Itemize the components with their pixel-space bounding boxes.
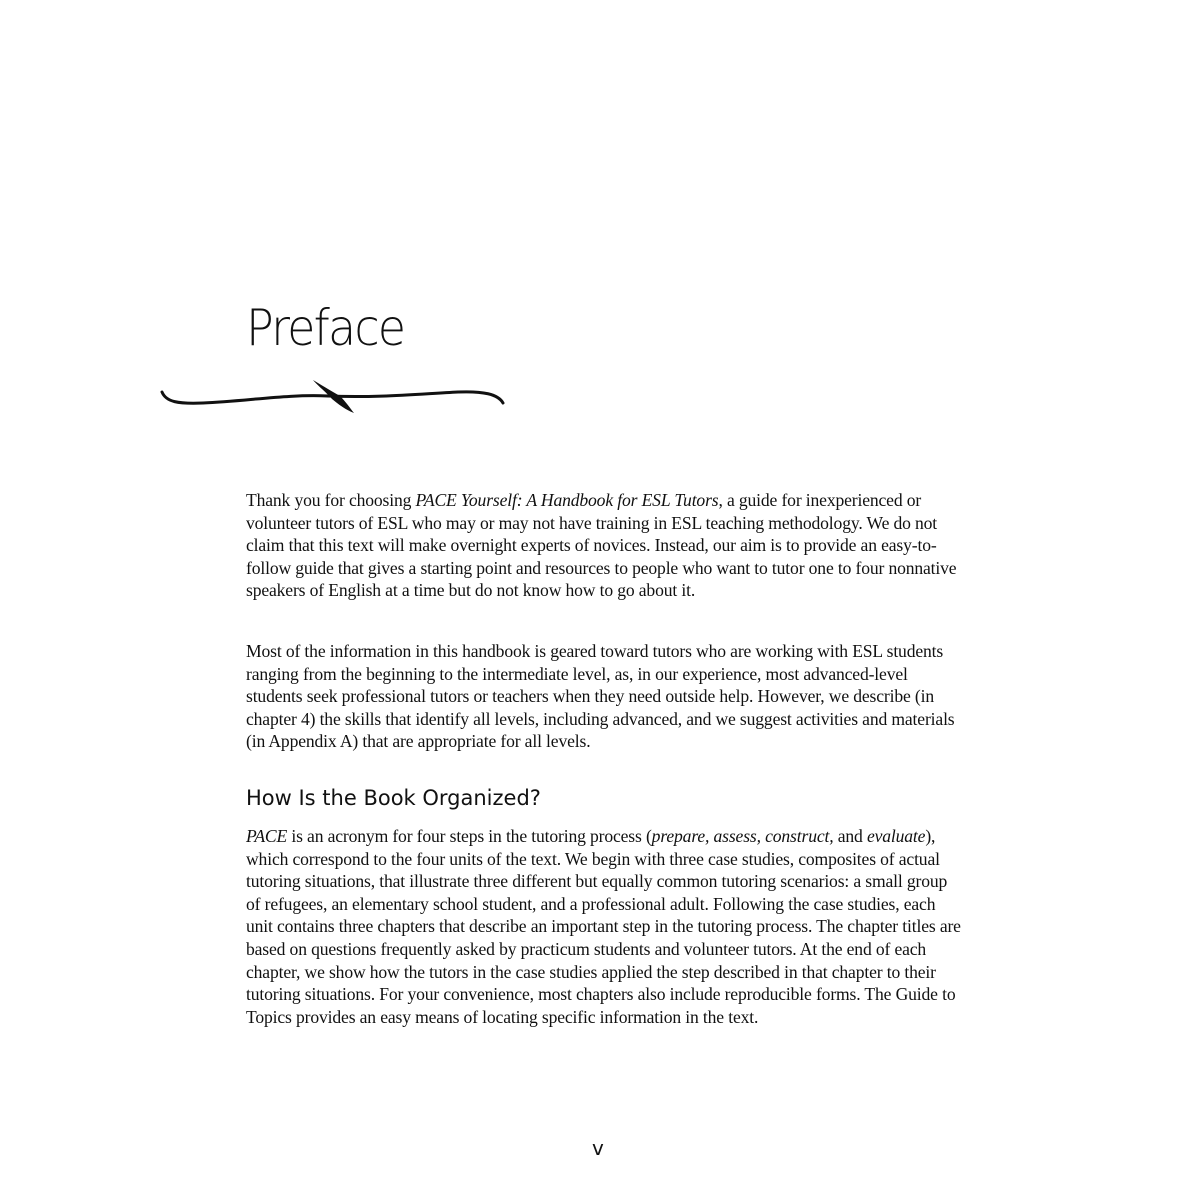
steps-italic: prepare, assess, construct, [651,826,834,846]
intro-text-rest: , a guide for inexperienced or volunteer tutors of ESL who may or may not have training in ESL teaching methodology. We do not claim that this text will make overnight experts of novices. Instead, our aim is to provide an easy-to-follow guide that gives a starting point and resources to people who want to tutor one to four nonnative speakers of English at a time but do not know how to go about it. [246,490,957,601]
organization-text-a: is an acronym for four steps in the tutoring process ( [287,826,652,846]
organization-text-b: and [833,826,867,846]
page-number: v [592,1136,604,1160]
intro-paragraph [246,489,962,602]
book-title-italic: PACE Yourself: A Handbook for ESL Tutors [415,490,719,510]
evaluate-italic: evaluate [866,826,926,846]
organization-text-c: ), which correspond to the four units of the text. We begin with three case studies, composites of actual tutoring situations, that illustrate three different but equally common tutoring scenarios: a small group of refugees, an elementary school student, and a professional adult. Following the case studies, each unit contains three chapters that describe an important step in the tutoring process. The chapter titles are based on questions frequently asked by practicum students and volunteer tutors. At the end of each chapter, we show how the tutors in the case studies applied the step described in that chapter to their tutoring situations. For your convenience, most chapters also include reproducible forms. The Guide to Topics provides an easy means of locating specific information in the text. [246,826,961,1027]
intro-text-start: Thank you for choosing [246,490,416,510]
page-title: Preface [246,299,405,357]
flourish-ornament-icon [158,372,508,422]
organization-paragraph [246,825,962,1028]
pace-italic: PACE [246,826,288,846]
section-heading: How Is the Book Organized? [246,786,541,810]
audience-paragraph: Most of the information in this handbook is geared toward tutors who are working with ESL students ranging from the beginning to the intermediate level, as, in our experience, most advanced-level students seek professional tutors or teachers when they need outside help. However, we describe (in chapter 4) the skills that identify all levels, including advanced, and we suggest activities and materials (in Appendix A) that are appropriate for all levels. [246,641,955,752]
